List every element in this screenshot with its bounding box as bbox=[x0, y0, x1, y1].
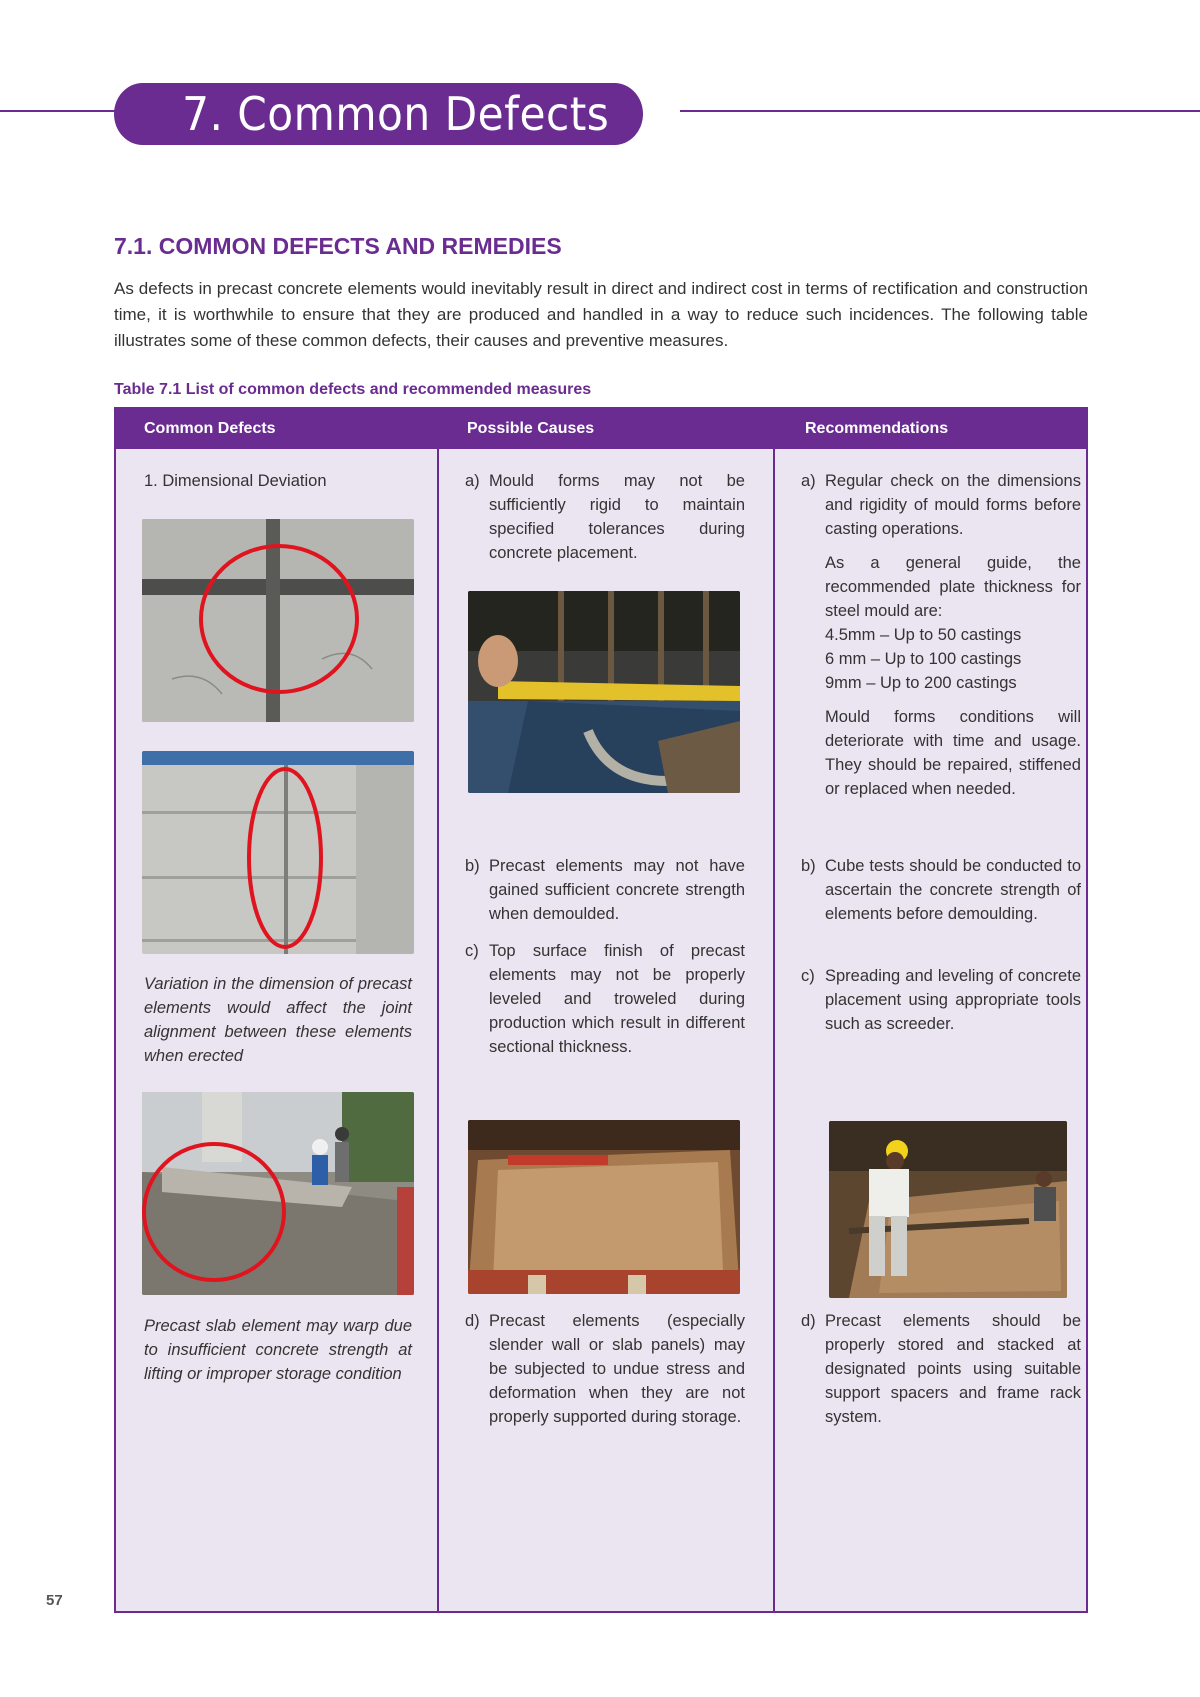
recommendation-a-text: Regular check on the dimensions and rigidity of mould forms before casting operations. bbox=[825, 472, 1081, 538]
recommendation-a bbox=[801, 469, 1081, 801]
header-possible-causes: Possible Causes bbox=[467, 420, 595, 437]
photo-slab-surface bbox=[468, 1120, 740, 1294]
recommendation-c bbox=[801, 964, 1081, 1036]
recommendation-d-text: Precast elements should be properly stored and stacked at designated points using suitable support spacers and frame rack system. bbox=[825, 1312, 1081, 1426]
recommendation-c-text: Spreading and leveling of concrete placement using appropriate tools such as screeder. bbox=[825, 967, 1081, 1033]
cause-a bbox=[465, 469, 745, 565]
table-header bbox=[116, 409, 1086, 449]
defect-caption-1: Variation in the dimension of precast elements would affect the joint alignment between these elements when erected bbox=[144, 975, 412, 1065]
photo-joint-misalignment bbox=[142, 519, 414, 722]
page-number: 57 bbox=[46, 1592, 63, 1609]
photo-panel-joints bbox=[142, 751, 414, 954]
recommendation-c-label: c) bbox=[801, 967, 815, 985]
recommendation-b-text: Cube tests should be conducted to ascertain the concrete strength of elements before demoulding. bbox=[825, 857, 1081, 923]
cause-a-text: Mould forms may not be sufficiently rigid to maintain specified tolerances during concrete placement. bbox=[489, 472, 745, 562]
defect-caption-2: Precast slab element may warp due to insufficient concrete strength at lifting or improper storage condition bbox=[144, 1317, 412, 1383]
table-caption: Table 7.1 List of common defects and recommended measures bbox=[114, 381, 592, 398]
recommendation-d-label: d) bbox=[801, 1312, 816, 1330]
defects-table bbox=[114, 407, 1088, 1613]
cause-c-text: Top surface finish of precast elements may not be properly leveled and troweled during production which result in different sectional thickness. bbox=[489, 942, 745, 1056]
intro-paragraph: As defects in precast concrete elements would inevitably result in direct and indirect cost in terms of rectification and construction time, it is worthwhile to ensure that they are produced and handled in a way to reduce such incidences. The following table illustrates some of these common defects, their causes and preventive measures. bbox=[114, 279, 1088, 350]
header-recommendations: Recommendations bbox=[805, 420, 949, 437]
defect-title: 1. Dimensional Deviation bbox=[144, 472, 327, 490]
chapter-title: 7. Common Defects bbox=[114, 83, 643, 145]
photo-worker-screeding bbox=[829, 1121, 1067, 1298]
thickness-item-3: 9mm – Up to 200 castings bbox=[825, 674, 1017, 692]
recommendation-b bbox=[801, 854, 1081, 926]
section-heading: 7.1. COMMON DEFECTS AND REMEDIES bbox=[114, 233, 562, 259]
recommendation-d bbox=[801, 1309, 1081, 1429]
cause-c bbox=[465, 939, 745, 1059]
cause-d bbox=[465, 1309, 745, 1429]
recommendation-a-label: a) bbox=[801, 472, 816, 490]
cause-b bbox=[465, 854, 745, 926]
column-divider-2 bbox=[773, 409, 775, 1611]
recommendation-b-label: b) bbox=[801, 857, 816, 875]
recommendation-a-note: Mould forms conditions will deteriorate with time and usage. They should be repaired, stiffened or replaced when needed. bbox=[825, 708, 1081, 798]
photo-mould-measure bbox=[468, 591, 740, 793]
thickness-item-2: 6 mm – Up to 100 castings bbox=[825, 650, 1022, 668]
column-divider-1 bbox=[437, 409, 439, 1611]
header-rule-left bbox=[0, 110, 120, 112]
cause-b-label: b) bbox=[465, 857, 480, 875]
header-rule-right bbox=[680, 110, 1200, 112]
thickness-item-1: 4.5mm – Up to 50 castings bbox=[825, 626, 1022, 644]
cause-b-text: Precast elements may not have gained sufficient concrete strength when demoulded. bbox=[489, 857, 745, 923]
cause-c-label: c) bbox=[465, 942, 479, 960]
recommendation-a-guide: As a general guide, the recommended plate thickness for steel mould are: bbox=[825, 554, 1081, 620]
header-common-defects: Common Defects bbox=[144, 420, 276, 437]
cause-d-label: d) bbox=[465, 1312, 480, 1330]
photo-warped-slab bbox=[142, 1092, 414, 1295]
cause-a-label: a) bbox=[465, 472, 480, 490]
cause-d-text: Precast elements (especially slender wall or slab panels) may be subjected to undue stress and deformation when they are not properly supported during storage. bbox=[489, 1312, 745, 1426]
